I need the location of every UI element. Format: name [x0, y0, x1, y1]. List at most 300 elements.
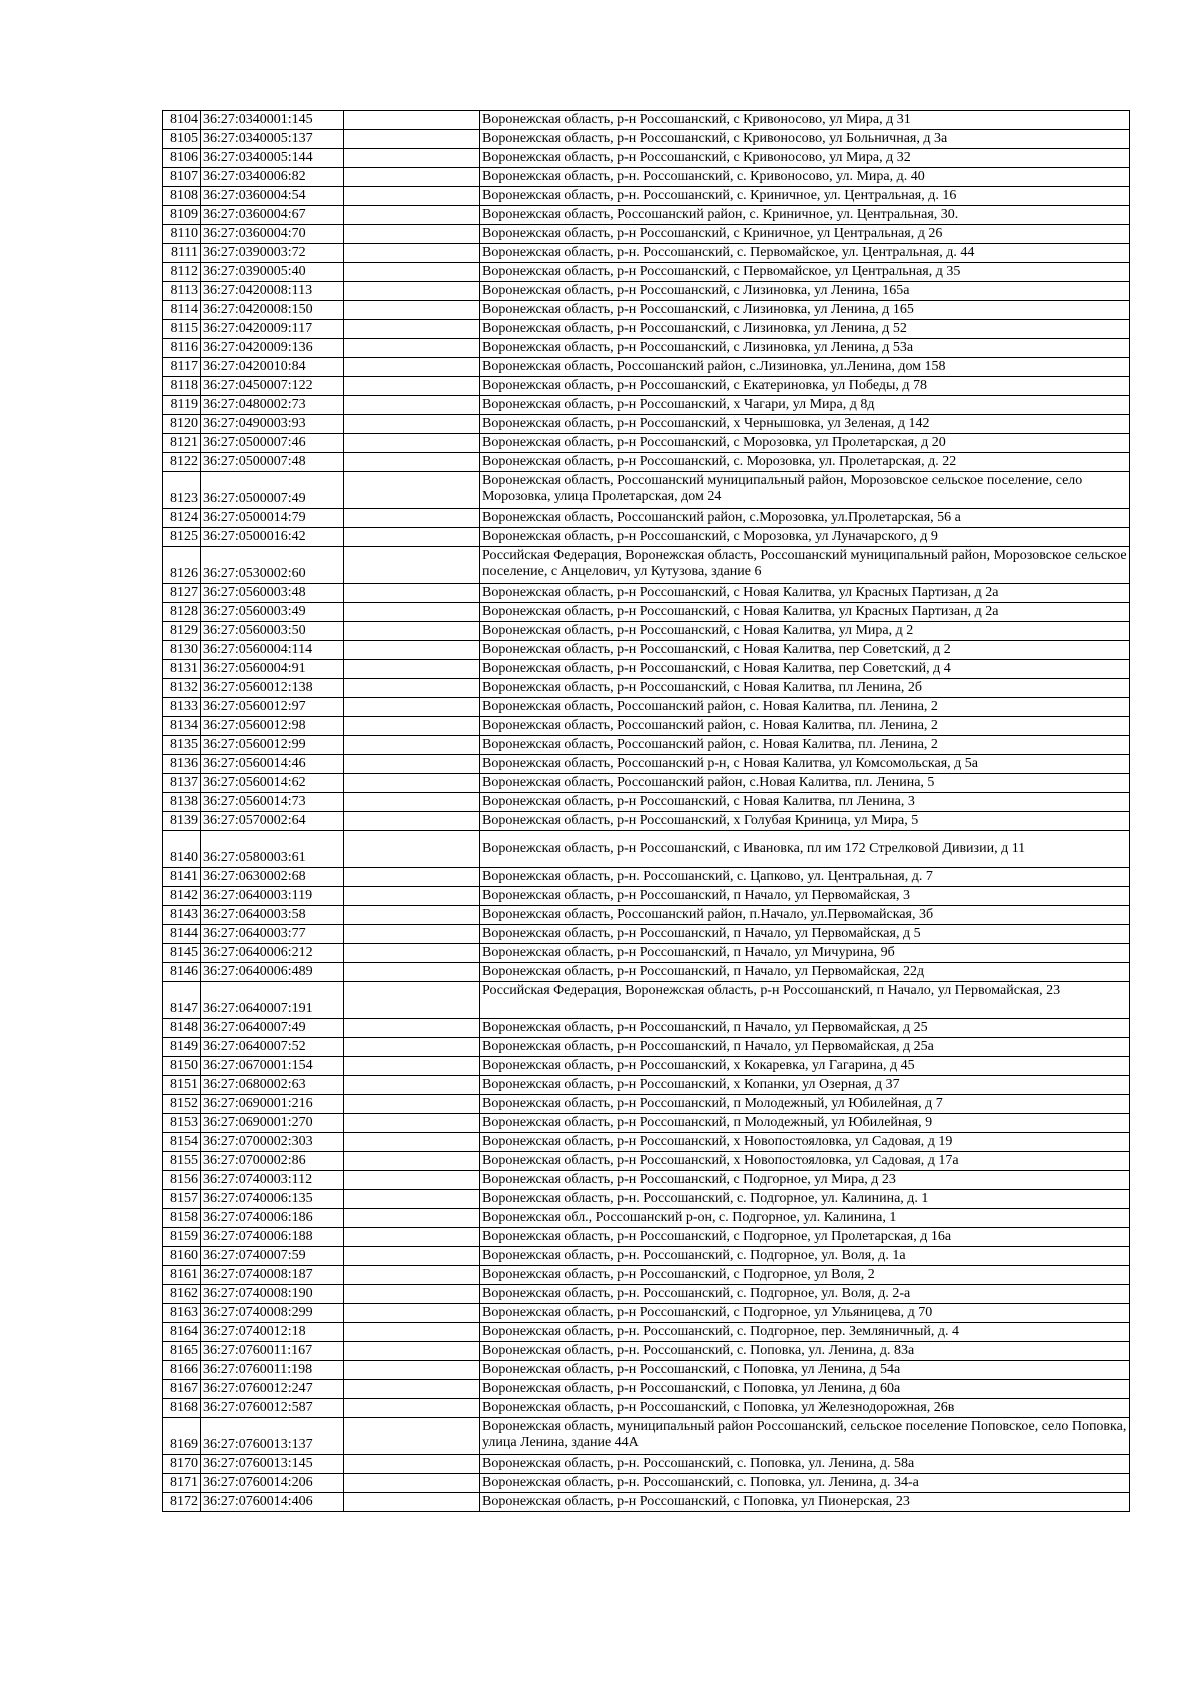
row-number-cell: 8106: [163, 149, 201, 168]
empty-cell: [344, 774, 480, 793]
cadastral-number-cell: 36:27:0560004:114: [201, 641, 344, 660]
empty-cell: [344, 641, 480, 660]
empty-cell: [344, 1361, 480, 1380]
empty-cell: [344, 1076, 480, 1095]
row-number-cell: 8148: [163, 1019, 201, 1038]
row-number-cell: 8155: [163, 1152, 201, 1171]
cadastral-number-cell: 36:27:0560003:49: [201, 603, 344, 622]
cadastral-number-cell: 36:27:0420009:136: [201, 339, 344, 358]
table-row: [163, 168, 1130, 187]
empty-cell: [344, 660, 480, 679]
table-row: [163, 358, 1130, 377]
cadastral-number-cell: 36:27:0340005:144: [201, 149, 344, 168]
cadastral-number-cell: 36:27:0760013:137: [201, 1418, 344, 1455]
cadastral-number-cell: 36:27:0560012:99: [201, 736, 344, 755]
table-row: [163, 925, 1130, 944]
cadastral-number-cell: 36:27:0480002:73: [201, 396, 344, 415]
empty-cell: [344, 1266, 480, 1285]
cadastral-number-cell: 36:27:0640006:212: [201, 944, 344, 963]
table-row: [163, 755, 1130, 774]
empty-cell: [344, 1019, 480, 1038]
cadastral-number-cell: 36:27:0560012:98: [201, 717, 344, 736]
address-cell: Воронежская область, р-н Россошанский, х Новопостояловка, ул Садовая, д 19: [480, 1133, 1130, 1152]
empty-cell: [344, 1323, 480, 1342]
address-cell: Воронежская область, р-н Россошанский, п Начало, ул Первомайская, д 25а: [480, 1038, 1130, 1057]
address-cell: Воронежская область, р-н Россошанский, с Екатериновка, ул Победы, д 78: [480, 377, 1130, 396]
table-row: [163, 1285, 1130, 1304]
address-cell: Воронежская область, р-н Россошанский, х Чернышовка, ул Зеленая, д 142: [480, 415, 1130, 434]
cadastral-number-cell: 36:27:0680002:63: [201, 1076, 344, 1095]
row-number-cell: 8167: [163, 1380, 201, 1399]
address-cell: Воронежская область, Россошанский р-н, с Новая Калитва, ул Комсомольская, д 5а: [480, 755, 1130, 774]
table-row: [163, 906, 1130, 925]
table-row: [163, 1209, 1130, 1228]
table-row: [163, 831, 1130, 868]
cadastral-number-cell: 36:27:0640007:49: [201, 1019, 344, 1038]
table-row: [163, 1266, 1130, 1285]
table-row: [163, 1152, 1130, 1171]
address-cell: Воронежская область, р-н Россошанский, с Поповка, ул Железнодорожная, 26в: [480, 1399, 1130, 1418]
table-row: [163, 717, 1130, 736]
empty-cell: [344, 1493, 480, 1512]
address-cell: Воронежская область, Россошанский район, с. Новая Калитва, пл. Ленина, 2: [480, 698, 1130, 717]
row-number-cell: 8154: [163, 1133, 201, 1152]
cadastral-number-cell: 36:27:0490003:93: [201, 415, 344, 434]
table-row: [163, 944, 1130, 963]
address-cell: Воронежская область, р-н Россошанский, с Морозовка, ул Луначарского, д 9: [480, 528, 1130, 547]
row-number-cell: 8105: [163, 130, 201, 149]
cadastral-number-cell: 36:27:0640003:119: [201, 887, 344, 906]
table-row: [163, 453, 1130, 472]
table-row: [163, 1493, 1130, 1512]
empty-cell: [344, 320, 480, 339]
table-row: [163, 1342, 1130, 1361]
cadastral-number-cell: 36:27:0450007:122: [201, 377, 344, 396]
table-row: [163, 1399, 1130, 1418]
empty-cell: [344, 831, 480, 868]
cadastral-number-cell: 36:27:0580003:61: [201, 831, 344, 868]
cadastral-number-cell: 36:27:0560014:73: [201, 793, 344, 812]
empty-cell: [344, 622, 480, 641]
empty-cell: [344, 339, 480, 358]
cadastral-number-cell: 36:27:0560003:48: [201, 584, 344, 603]
row-number-cell: 8138: [163, 793, 201, 812]
address-cell: Воронежская область, р-н Россошанский, п Молодежный, ул Юбилейная, д 7: [480, 1095, 1130, 1114]
empty-cell: [344, 244, 480, 263]
address-cell: Воронежская область, р-н Россошанский, х Кокаревка, ул Гагарина, д 45: [480, 1057, 1130, 1076]
cadastral-number-cell: 36:27:0740003:112: [201, 1171, 344, 1190]
row-number-cell: 8114: [163, 301, 201, 320]
cadastral-number-cell: 36:27:0760014:406: [201, 1493, 344, 1512]
row-number-cell: 8113: [163, 282, 201, 301]
row-number-cell: 8151: [163, 1076, 201, 1095]
row-number-cell: 8149: [163, 1038, 201, 1057]
empty-cell: [344, 584, 480, 603]
table-row: [163, 963, 1130, 982]
cadastral-number-cell: 36:27:0500016:42: [201, 528, 344, 547]
row-number-cell: 8170: [163, 1455, 201, 1474]
table-row: [163, 982, 1130, 1019]
cadastral-number-cell: 36:27:0420009:117: [201, 320, 344, 339]
empty-cell: [344, 396, 480, 415]
table-row: [163, 1019, 1130, 1038]
empty-cell: [344, 1285, 480, 1304]
document-page: [162, 110, 1130, 1512]
row-number-cell: 8141: [163, 868, 201, 887]
cadastral-number-cell: 36:27:0760012:587: [201, 1399, 344, 1418]
address-cell: Воронежская область, р-н. Россошанский, с. Первомайское, ул. Центральная, д. 44: [480, 244, 1130, 263]
empty-cell: [344, 1152, 480, 1171]
row-number-cell: 8150: [163, 1057, 201, 1076]
row-number-cell: 8121: [163, 434, 201, 453]
address-cell: Воронежская область, р-н Россошанский, с Новая Калитва, пер Советский, д 2: [480, 641, 1130, 660]
property-registry-table: [162, 110, 1130, 1512]
cadastral-number-cell: 36:27:0570002:64: [201, 812, 344, 831]
empty-cell: [344, 944, 480, 963]
address-cell: Воронежская область, р-н Россошанский, с Криничное, ул Центральная, д 26: [480, 225, 1130, 244]
empty-cell: [344, 679, 480, 698]
address-cell: Воронежская область, Россошанский район, с.Лизиновка, ул.Ленина, дом 158: [480, 358, 1130, 377]
cadastral-number-cell: 36:27:0740006:135: [201, 1190, 344, 1209]
row-number-cell: 8161: [163, 1266, 201, 1285]
row-number-cell: 8145: [163, 944, 201, 963]
address-cell: Воронежская область, р-н Россошанский, с Поповка, ул Пионерская, 23: [480, 1493, 1130, 1512]
cadastral-number-cell: 36:27:0340005:137: [201, 130, 344, 149]
row-number-cell: 8171: [163, 1474, 201, 1493]
empty-cell: [344, 1399, 480, 1418]
empty-cell: [344, 1057, 480, 1076]
address-cell: Воронежская область, Россошанский район, п.Начало, ул.Первомайская, 3б: [480, 906, 1130, 925]
cadastral-number-cell: 36:27:0500007:48: [201, 453, 344, 472]
empty-cell: [344, 1418, 480, 1455]
table-row: [163, 868, 1130, 887]
table-row: [163, 887, 1130, 906]
cadastral-number-cell: 36:27:0340006:82: [201, 168, 344, 187]
empty-cell: [344, 130, 480, 149]
table-row: [163, 1474, 1130, 1493]
empty-cell: [344, 472, 480, 509]
empty-cell: [344, 377, 480, 396]
address-cell: Воронежская область, р-н. Россошанский, с. Криничное, ул. Центральная, д. 16: [480, 187, 1130, 206]
empty-cell: [344, 717, 480, 736]
table-row: [163, 130, 1130, 149]
cadastral-number-cell: 36:27:0500007:49: [201, 472, 344, 509]
table-row: [163, 1095, 1130, 1114]
row-number-cell: 8111: [163, 244, 201, 263]
address-cell: Воронежская область, р-н. Россошанский, с. Поповка, ул. Ленина, д. 34-а: [480, 1474, 1130, 1493]
empty-cell: [344, 528, 480, 547]
row-number-cell: 8108: [163, 187, 201, 206]
address-cell: Воронежская область, р-н. Россошанский, с. Поповка, ул. Ленина, д. 58а: [480, 1455, 1130, 1474]
cadastral-number-cell: 36:27:0690001:270: [201, 1114, 344, 1133]
registry-table-body: [163, 111, 1130, 1512]
empty-cell: [344, 1114, 480, 1133]
address-cell: Воронежская область, р-н. Россошанский, с. Подгорное, ул. Воля, д. 1а: [480, 1247, 1130, 1266]
table-row: [163, 1228, 1130, 1247]
address-cell: Воронежская область, р-н Россошанский, с Подгорное, ул Пролетарская, д 16а: [480, 1228, 1130, 1247]
cadastral-number-cell: 36:27:0740012:18: [201, 1323, 344, 1342]
cadastral-number-cell: 36:27:0740008:187: [201, 1266, 344, 1285]
cadastral-number-cell: 36:27:0640007:52: [201, 1038, 344, 1057]
empty-cell: [344, 1304, 480, 1323]
row-number-cell: 8118: [163, 377, 201, 396]
empty-cell: [344, 149, 480, 168]
table-row: [163, 1304, 1130, 1323]
table-row: [163, 1380, 1130, 1399]
table-row: [163, 1323, 1130, 1342]
row-number-cell: 8127: [163, 584, 201, 603]
empty-cell: [344, 982, 480, 1019]
address-cell: Воронежская область, р-н Россошанский, с Поповка, ул Ленина, д 54а: [480, 1361, 1130, 1380]
row-number-cell: 8104: [163, 111, 201, 130]
empty-cell: [344, 547, 480, 584]
row-number-cell: 8129: [163, 622, 201, 641]
empty-cell: [344, 434, 480, 453]
empty-cell: [344, 1095, 480, 1114]
address-cell: Воронежская область, р-н Россошанский, с Лизиновка, ул Ленина, 165а: [480, 282, 1130, 301]
table-row: [163, 774, 1130, 793]
cadastral-number-cell: 36:27:0640006:489: [201, 963, 344, 982]
table-row: [163, 1114, 1130, 1133]
row-number-cell: 8117: [163, 358, 201, 377]
address-cell: Воронежская область, р-н Россошанский, с Кривоносово, ул Мира, д 31: [480, 111, 1130, 130]
address-cell: Воронежская область, р-н. Россошанский, с. Поповка, ул. Ленина, д. 83а: [480, 1342, 1130, 1361]
empty-cell: [344, 925, 480, 944]
table-row: [163, 812, 1130, 831]
cadastral-number-cell: 36:27:0760013:145: [201, 1455, 344, 1474]
cadastral-number-cell: 36:27:0760011:198: [201, 1361, 344, 1380]
empty-cell: [344, 755, 480, 774]
row-number-cell: 8125: [163, 528, 201, 547]
address-cell: Воронежская область, р-н Россошанский, с Подгорное, ул Воля, 2: [480, 1266, 1130, 1285]
row-number-cell: 8163: [163, 1304, 201, 1323]
empty-cell: [344, 1133, 480, 1152]
row-number-cell: 8140: [163, 831, 201, 868]
row-number-cell: 8143: [163, 906, 201, 925]
cadastral-number-cell: 36:27:0690001:216: [201, 1095, 344, 1114]
empty-cell: [344, 736, 480, 755]
table-row: [163, 584, 1130, 603]
empty-cell: [344, 1342, 480, 1361]
address-cell: Воронежская область, р-н Россошанский, с Новая Калитва, ул Красных Партизан, д 2а: [480, 584, 1130, 603]
row-number-cell: 8135: [163, 736, 201, 755]
row-number-cell: 8120: [163, 415, 201, 434]
empty-cell: [344, 887, 480, 906]
cadastral-number-cell: 36:27:0700002:303: [201, 1133, 344, 1152]
table-row: [163, 1361, 1130, 1380]
address-cell: Воронежская область, р-н. Россошанский, с. Кривоносово, ул. Мира, д. 40: [480, 168, 1130, 187]
row-number-cell: 8115: [163, 320, 201, 339]
table-row: [163, 793, 1130, 812]
row-number-cell: 8137: [163, 774, 201, 793]
row-number-cell: 8165: [163, 1342, 201, 1361]
address-cell: Воронежская область, р-н Россошанский, с Новая Калитва, ул Мира, д 2: [480, 622, 1130, 641]
empty-cell: [344, 1190, 480, 1209]
row-number-cell: 8122: [163, 453, 201, 472]
cadastral-number-cell: 36:27:0760014:206: [201, 1474, 344, 1493]
address-cell: Воронежская область, р-н Россошанский, п Начало, ул Первомайская, д 5: [480, 925, 1130, 944]
table-row: [163, 1247, 1130, 1266]
empty-cell: [344, 1171, 480, 1190]
address-cell: Воронежская область, р-н Россошанский, с Лизиновка, ул Ленина, д 52: [480, 320, 1130, 339]
table-row: [163, 434, 1130, 453]
row-number-cell: 8128: [163, 603, 201, 622]
address-cell: Воронежская область, р-н Россошанский, с Ивановка, пл им 172 Стрелковой Дивизии, д 11: [480, 831, 1130, 868]
empty-cell: [344, 187, 480, 206]
row-number-cell: 8144: [163, 925, 201, 944]
table-row: [163, 660, 1130, 679]
empty-cell: [344, 282, 480, 301]
cadastral-number-cell: 36:27:0700002:86: [201, 1152, 344, 1171]
address-cell: Воронежская область, Россошанский район, с. Новая Калитва, пл. Ленина, 2: [480, 736, 1130, 755]
cadastral-number-cell: 36:27:0530002:60: [201, 547, 344, 584]
address-cell: Воронежская область, р-н Россошанский, с Кривоносово, ул Мира, д 32: [480, 149, 1130, 168]
table-row: [163, 603, 1130, 622]
row-number-cell: 8162: [163, 1285, 201, 1304]
table-row: [163, 1057, 1130, 1076]
address-cell: Воронежская область, р-н Россошанский, п Начало, ул Первомайская, д 25: [480, 1019, 1130, 1038]
empty-cell: [344, 603, 480, 622]
cadastral-number-cell: 36:27:0740006:188: [201, 1228, 344, 1247]
row-number-cell: 8126: [163, 547, 201, 584]
cadastral-number-cell: 36:27:0640003:77: [201, 925, 344, 944]
empty-cell: [344, 698, 480, 717]
address-cell: Воронежская область, р-н Россошанский, х Копанки, ул Озерная, д 37: [480, 1076, 1130, 1095]
empty-cell: [344, 111, 480, 130]
row-number-cell: 8139: [163, 812, 201, 831]
address-cell: Воронежская область, р-н Россошанский, п Молодежный, ул Юбилейная, 9: [480, 1114, 1130, 1133]
table-row: [163, 1133, 1130, 1152]
empty-cell: [344, 1474, 480, 1493]
cadastral-number-cell: 36:27:0670001:154: [201, 1057, 344, 1076]
address-cell: Воронежская область, р-н. Россошанский, с. Подгорное, пер. Земляничный, д. 4: [480, 1323, 1130, 1342]
empty-cell: [344, 1038, 480, 1057]
cadastral-number-cell: 36:27:0740008:190: [201, 1285, 344, 1304]
table-row: [163, 736, 1130, 755]
row-number-cell: 8158: [163, 1209, 201, 1228]
empty-cell: [344, 509, 480, 528]
cadastral-number-cell: 36:27:0360004:70: [201, 225, 344, 244]
empty-cell: [344, 868, 480, 887]
row-number-cell: 8156: [163, 1171, 201, 1190]
empty-cell: [344, 1247, 480, 1266]
empty-cell: [344, 168, 480, 187]
table-row: [163, 377, 1130, 396]
empty-cell: [344, 225, 480, 244]
table-row: [163, 301, 1130, 320]
address-cell: Воронежская область, р-н Россошанский, с Поповка, ул Ленина, д 60а: [480, 1380, 1130, 1399]
address-cell: Воронежская область, р-н Россошанский, с Морозовка, ул Пролетарская, д 20: [480, 434, 1130, 453]
table-row: [163, 396, 1130, 415]
table-row: [163, 244, 1130, 263]
empty-cell: [344, 1455, 480, 1474]
table-row: [163, 679, 1130, 698]
address-cell: Воронежская область, р-н Россошанский, с Первомайское, ул Центральная, д 35: [480, 263, 1130, 282]
table-row: [163, 320, 1130, 339]
cadastral-number-cell: 36:27:0420008:113: [201, 282, 344, 301]
address-cell: Воронежская область, р-н Россошанский, х Новопостояловка, ул Садовая, д 17а: [480, 1152, 1130, 1171]
address-cell: Воронежская область, р-н Россошанский, с Лизиновка, ул Ленина, д 165: [480, 301, 1130, 320]
row-number-cell: 8152: [163, 1095, 201, 1114]
address-cell: Воронежская область, р-н Россошанский, х Чагари, ул Мира, д 8д: [480, 396, 1130, 415]
row-number-cell: 8112: [163, 263, 201, 282]
cadastral-number-cell: 36:27:0560014:62: [201, 774, 344, 793]
cadastral-number-cell: 36:27:0760012:247: [201, 1380, 344, 1399]
row-number-cell: 8124: [163, 509, 201, 528]
row-number-cell: 8116: [163, 339, 201, 358]
row-number-cell: 8159: [163, 1228, 201, 1247]
row-number-cell: 8153: [163, 1114, 201, 1133]
address-cell: Воронежская область, муниципальный район Россошанский, сельское поселение Поповское, село Поповка, улица Ленина, здание 44А: [480, 1418, 1130, 1455]
table-row: [163, 263, 1130, 282]
table-row: [163, 698, 1130, 717]
address-cell: Воронежская область, Россошанский район, с. Криничное, ул. Центральная, 30.: [480, 206, 1130, 225]
address-cell: Российская Федерация, Воронежская область, р-н Россошанский, п Начало, ул Первомайская, 23: [480, 982, 1130, 1019]
cadastral-number-cell: 36:27:0740008:299: [201, 1304, 344, 1323]
cadastral-number-cell: 36:27:0640007:191: [201, 982, 344, 1019]
row-number-cell: 8110: [163, 225, 201, 244]
table-row: [163, 206, 1130, 225]
row-number-cell: 8133: [163, 698, 201, 717]
address-cell: Воронежская область, р-н Россошанский, с. Морозовка, ул. Пролетарская, д. 22: [480, 453, 1130, 472]
row-number-cell: 8107: [163, 168, 201, 187]
row-number-cell: 8172: [163, 1493, 201, 1512]
cadastral-number-cell: 36:27:0740007:59: [201, 1247, 344, 1266]
address-cell: Воронежская область, р-н Россошанский, п Начало, ул Мичурина, 9б: [480, 944, 1130, 963]
row-number-cell: 8166: [163, 1361, 201, 1380]
cadastral-number-cell: 36:27:0390003:72: [201, 244, 344, 263]
table-row: [163, 622, 1130, 641]
row-number-cell: 8168: [163, 1399, 201, 1418]
row-number-cell: 8146: [163, 963, 201, 982]
address-cell: Воронежская область, р-н. Россошанский, с. Цапково, ул. Центральная, д. 7: [480, 868, 1130, 887]
table-row: [163, 1190, 1130, 1209]
address-cell: Воронежская область, р-н Россошанский, п Начало, ул Первомайская, 3: [480, 887, 1130, 906]
cadastral-number-cell: 36:27:0390005:40: [201, 263, 344, 282]
table-row: [163, 547, 1130, 584]
address-cell: Воронежская область, р-н Россошанский, с Кривоносово, ул Больничная, д 3а: [480, 130, 1130, 149]
empty-cell: [344, 301, 480, 320]
row-number-cell: 8119: [163, 396, 201, 415]
cadastral-number-cell: 36:27:0630002:68: [201, 868, 344, 887]
table-row: [163, 282, 1130, 301]
cadastral-number-cell: 36:27:0360004:54: [201, 187, 344, 206]
row-number-cell: 8157: [163, 1190, 201, 1209]
table-row: [163, 528, 1130, 547]
cadastral-number-cell: 36:27:0560012:97: [201, 698, 344, 717]
address-cell: Воронежская область, р-н Россошанский, с Подгорное, ул Мира, д 23: [480, 1171, 1130, 1190]
empty-cell: [344, 453, 480, 472]
cadastral-number-cell: 36:27:0500007:46: [201, 434, 344, 453]
table-row: [163, 187, 1130, 206]
table-row: [163, 1076, 1130, 1095]
empty-cell: [344, 1209, 480, 1228]
row-number-cell: 8109: [163, 206, 201, 225]
cadastral-number-cell: 36:27:0640003:58: [201, 906, 344, 925]
address-cell: Воронежская область, р-н Россошанский, с Подгорное, ул Ульяницева, д 70: [480, 1304, 1130, 1323]
empty-cell: [344, 206, 480, 225]
table-row: [163, 1455, 1130, 1474]
cadastral-number-cell: 36:27:0740006:186: [201, 1209, 344, 1228]
row-number-cell: 8169: [163, 1418, 201, 1455]
cadastral-number-cell: 36:27:0560004:91: [201, 660, 344, 679]
empty-cell: [344, 415, 480, 434]
row-number-cell: 8142: [163, 887, 201, 906]
empty-cell: [344, 812, 480, 831]
address-cell: Воронежская область, р-н Россошанский, с Лизиновка, ул Ленина, д 53а: [480, 339, 1130, 358]
table-row: [163, 1171, 1130, 1190]
cadastral-number-cell: 36:27:0760011:167: [201, 1342, 344, 1361]
